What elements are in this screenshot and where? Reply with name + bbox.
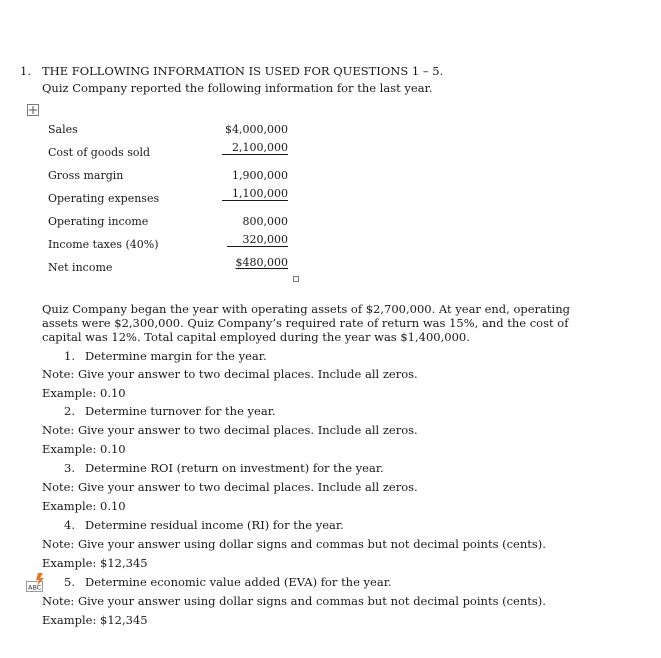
subquestion-3-text: Determine ROI (return on investment) for the year. [85,461,384,475]
subquestion-4-text: Determine residual income (RI) for the year. [85,518,344,532]
subquestion-4-example: Example: $12,345 [42,556,148,570]
subquestion-5-note: Note: Give your answer using dollar signs and commas but not decimal points (cents). [42,594,546,608]
row-label-gross-margin: Gross margin [48,169,124,182]
subquestion-5-text: Determine economic value added (EVA) for the year. [85,575,392,589]
taxes-value-underlined: 320,000 [227,233,289,247]
subquestion-1-text: Determine margin for the year. [85,349,267,363]
row-value-gross-margin: 1,900,000 [232,169,288,182]
row-label-cogs: Cost of goods sold [48,146,151,159]
opex-value-underlined: 1,100,000 [222,187,288,201]
row-value-operating-income: 800,000 [242,215,288,228]
question-number: 1. [20,64,31,78]
question-heading: THE FOLLOWING INFORMATION IS USED FOR QUESTIONS 1 – 5. [42,64,444,78]
subquestion-5-example: Example: $12,345 [42,613,148,627]
row-value-net-income: $480,000 [235,256,288,269]
scenario-paragraph: Quiz Company began the year with operating assets of $2,700,000. At year end, operating assets were $2,300,000. Quiz Company’s required rate of return was 15%, and the cost of capital was 12%. Total capital employed during the year was $1,400,000. [42,302,570,344]
row-value-cogs [222,141,288,155]
subquestion-2-number: 2. [64,404,75,418]
row-label-income-taxes: Income taxes (40%) [48,238,159,251]
question-intro: Quiz Company reported the following information for the last year. [42,81,433,95]
subquestion-2-example: Example: 0.10 [42,442,126,456]
subquestion-2-text: Determine turnover for the year. [85,404,276,418]
subquestion-4-note: Note: Give your answer using dollar signs and commas but not decimal points (cents). [42,537,546,551]
subquestion-4-number: 4. [64,518,75,532]
subquestion-1-number: 1. [64,349,75,363]
subquestion-3-example: Example: 0.10 [42,499,126,513]
autocorrect-abc-icon[interactable] [26,573,48,593]
cogs-value-underlined: 2,100,000 [222,141,288,155]
row-label-sales: Sales [48,123,78,136]
row-value-income-taxes [227,233,289,247]
subquestion-3-note: Note: Give your answer to two decimal places. Include all zeros. [42,480,418,494]
subquestion-1-example: Example: 0.10 [42,386,126,400]
row-value-operating-expenses [222,187,288,201]
subquestion-1-note: Note: Give your answer to two decimal places. Include all zeros. [42,367,418,381]
subquestion-5-number: 5. [64,575,75,589]
subquestion-2-note: Note: Give your answer to two decimal places. Include all zeros. [42,423,418,437]
row-label-net-income: Net income [48,261,113,274]
table-resize-handle[interactable] [293,276,299,282]
row-value-sales: $4,000,000 [225,123,288,136]
row-label-operating-expenses: Operating expenses [48,192,160,205]
autocorrect-abc-text: ABC [28,583,42,592]
subquestion-3-number: 3. [64,461,75,475]
row-label-operating-income: Operating income [48,215,149,228]
table-move-handle-icon[interactable] [27,104,39,116]
